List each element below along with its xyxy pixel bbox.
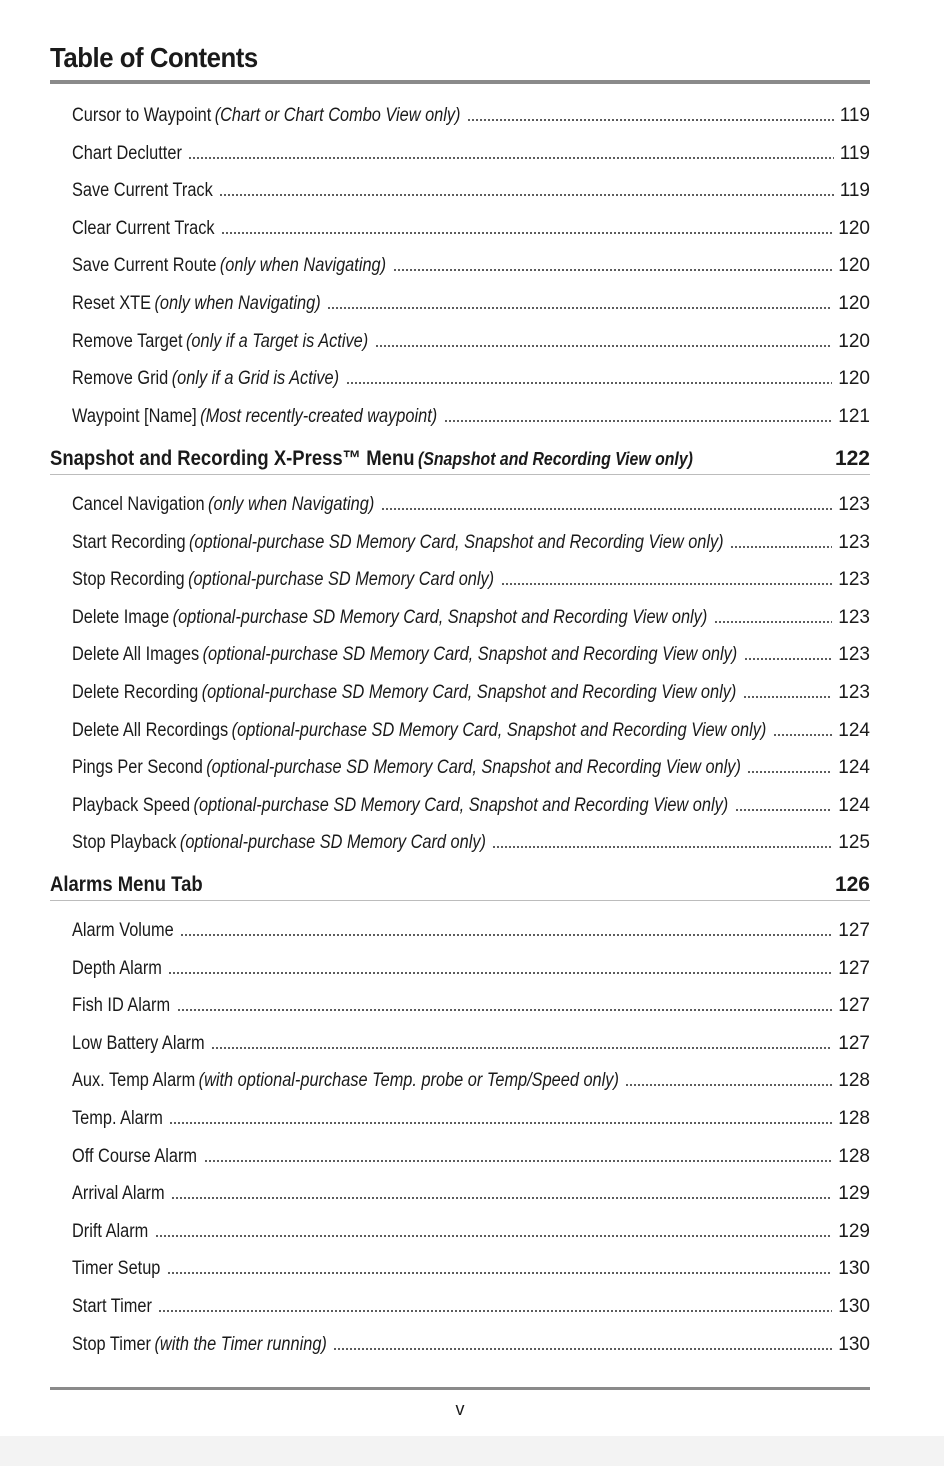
toc-entry-label-holder xyxy=(72,757,741,779)
toc-entry-label-holder xyxy=(72,1296,152,1318)
toc-entry-label-holder xyxy=(72,331,369,353)
toc-entry-label-holder xyxy=(72,406,438,428)
toc-entry-label-holder xyxy=(72,1183,165,1205)
toc-entry[interactable] xyxy=(72,289,870,315)
toc-entry-label-wrap xyxy=(72,958,162,980)
toc-entry[interactable] xyxy=(72,139,870,165)
title-divider xyxy=(50,80,870,84)
dot-leader xyxy=(444,419,832,423)
toc-entry[interactable] xyxy=(72,640,870,666)
toc-entry-label: Depth Alarm xyxy=(72,958,162,979)
toc-entry-label-wrap xyxy=(72,1108,163,1130)
toc-entry-label-holder xyxy=(72,832,486,854)
toc-entry-label-holder xyxy=(72,920,174,942)
toc-entry-label-wrap xyxy=(72,569,494,591)
toc-entry-label: Drift Alarm xyxy=(72,1221,149,1242)
toc-entry-label-wrap xyxy=(72,795,728,817)
toc-entry[interactable] xyxy=(72,603,870,629)
toc-entry-label: Fish ID Alarm xyxy=(72,995,171,1016)
dot-leader xyxy=(158,1309,832,1313)
toc-entry[interactable] xyxy=(72,716,870,742)
toc-entry-note: (optional-purchase SD Memory Card, Snapshot and Recording View only) xyxy=(201,682,737,703)
toc-entry-label-holder xyxy=(72,644,738,666)
toc-entry[interactable] xyxy=(72,828,870,854)
toc-entry-label-holder xyxy=(72,1033,205,1055)
toc-entry-note: (Chart or Chart Combo View only) xyxy=(214,105,461,126)
dot-leader xyxy=(168,971,832,975)
toc-entry-label-wrap xyxy=(72,1070,619,1092)
toc-entry-label-wrap xyxy=(72,218,215,240)
dot-leader xyxy=(180,933,832,937)
toc-entry-label-holder xyxy=(72,607,708,629)
toc-entry-label: Alarm Volume xyxy=(72,920,174,941)
toc-entry-label-holder xyxy=(72,958,162,980)
toc-entry-label: Remove Grid xyxy=(72,368,169,389)
toc-entry-label-wrap xyxy=(72,1221,148,1243)
toc-entry-label: Delete All Images xyxy=(72,644,200,665)
toc-entry-label-holder xyxy=(72,255,387,277)
toc-entry[interactable] xyxy=(72,916,870,942)
toc-entry[interactable] xyxy=(72,214,870,240)
page-number: v xyxy=(455,1399,465,1419)
section-heading[interactable] xyxy=(50,444,870,475)
toc-entry-label: Timer Setup xyxy=(72,1258,161,1279)
toc-entry[interactable] xyxy=(72,251,870,277)
toc-entry[interactable] xyxy=(72,364,870,390)
toc-entry-page: 123 xyxy=(838,644,870,665)
toc-entry-page: 127 xyxy=(838,995,870,1016)
toc-entry-label: Remove Target xyxy=(72,331,183,352)
toc-entry-label-wrap xyxy=(72,494,374,516)
toc-entry-page: 119 xyxy=(839,180,870,201)
toc-entry-label-wrap xyxy=(72,293,321,315)
toc-entry-note: (optional-purchase SD Memory Card, Snapshot and Recording View only) xyxy=(172,607,708,628)
toc-entry[interactable] xyxy=(72,1217,870,1243)
toc-entry-label: Cursor to Waypoint xyxy=(72,105,212,126)
dot-leader xyxy=(155,1234,832,1238)
toc-entry-label: Delete Recording xyxy=(72,682,199,703)
dot-leader xyxy=(744,657,832,661)
toc-entry-label-wrap xyxy=(72,1146,197,1168)
toc-entry[interactable] xyxy=(72,327,870,353)
toc-entry-page: 120 xyxy=(838,331,870,352)
toc-entry[interactable] xyxy=(72,791,870,817)
toc-entry-label: Stop Playback xyxy=(72,832,177,853)
toc-entry-label: Aux. Temp Alarm xyxy=(72,1070,196,1091)
toc-entry-note: (with the Timer running) xyxy=(154,1334,327,1355)
dot-leader xyxy=(501,582,832,586)
toc-entry-note: (only when Navigating) xyxy=(208,494,375,515)
toc-entry-label-holder xyxy=(72,218,215,240)
toc-entry-label-wrap xyxy=(72,757,741,779)
dot-leader xyxy=(714,620,832,624)
dot-leader xyxy=(177,1008,832,1012)
toc-entry-label-holder xyxy=(72,1108,163,1130)
toc-entry-page: 124 xyxy=(838,795,870,816)
toc-entry-page: 123 xyxy=(838,682,870,703)
toc-entry-page: 130 xyxy=(838,1296,870,1317)
toc-entry[interactable] xyxy=(72,1066,870,1092)
toc-entry-label-wrap xyxy=(72,607,707,629)
dot-leader xyxy=(346,381,832,385)
toc-entry-label: Playback Speed xyxy=(72,795,191,816)
toc-entry-page: 120 xyxy=(838,368,870,389)
toc-entry[interactable] xyxy=(72,1104,870,1130)
toc-entry[interactable] xyxy=(72,954,870,980)
toc-entry-label-wrap xyxy=(72,682,736,704)
toc-entry-label: Start Timer xyxy=(72,1296,152,1317)
toc-entry-page: 120 xyxy=(838,293,870,314)
toc-entry-page: 128 xyxy=(838,1108,870,1129)
toc-entry-page: 128 xyxy=(838,1146,870,1167)
toc-entry-label-holder xyxy=(72,143,182,165)
dot-leader xyxy=(393,268,832,272)
toc-entry-note: (only if a Target is Active) xyxy=(185,331,369,352)
toc-entry-page: 124 xyxy=(838,757,870,778)
toc-entry-note: (optional-purchase SD Memory Card, Snapshot and Recording View only) xyxy=(206,757,741,778)
toc-entry-note: (only when Navigating) xyxy=(219,255,387,276)
toc-entry[interactable] xyxy=(72,176,870,202)
toc-entry-note: (optional-purchase SD Memory Card only) xyxy=(179,832,486,853)
toc-entry[interactable] xyxy=(72,565,870,591)
toc-entry-page: 127 xyxy=(838,1033,870,1054)
toc-entry-label-wrap xyxy=(72,255,386,277)
dot-leader xyxy=(467,118,834,122)
section-heading-label: Alarms Menu Tab xyxy=(50,873,203,896)
toc-entry-label-wrap xyxy=(72,1183,165,1205)
dot-leader xyxy=(492,845,832,849)
toc-entry-label: Save Current Route xyxy=(72,255,217,276)
section-heading-page: 126 xyxy=(834,873,870,896)
toc-entry-label: Chart Declutter xyxy=(72,143,182,164)
dot-leader xyxy=(743,695,832,699)
toc-entry-label-holder xyxy=(72,293,321,315)
toc-entry-label-wrap xyxy=(72,995,170,1017)
toc-entry-note: (only if a Grid is Active) xyxy=(171,368,340,389)
toc-entry-label: Save Current Track xyxy=(72,180,213,201)
toc-entry[interactable] xyxy=(72,1029,870,1055)
toc-entry[interactable] xyxy=(72,1292,870,1318)
toc-entry-label: Reset XTE xyxy=(72,293,152,314)
toc-entry-label-holder xyxy=(72,1146,198,1168)
toc-entry-label: Delete Image xyxy=(72,607,170,628)
toc-entry-label-wrap xyxy=(72,143,182,165)
toc-entry-label-wrap xyxy=(72,180,213,202)
toc-entry[interactable] xyxy=(72,528,870,554)
toc-entry-label-wrap xyxy=(72,1033,205,1055)
toc-entry[interactable] xyxy=(72,101,870,127)
toc-entry-page: 120 xyxy=(838,218,870,239)
toc-entry-page: 123 xyxy=(838,607,870,628)
toc-entry-label-wrap xyxy=(72,1296,152,1318)
toc-entry-label: Clear Current Track xyxy=(72,218,215,239)
toc-entry-label-holder xyxy=(72,1070,619,1092)
toc-entry-note: (optional-purchase SD Memory Card, Snapshot and Recording View only) xyxy=(193,795,729,816)
toc-entry-label-holder xyxy=(72,532,724,554)
toc-entry-label-holder xyxy=(72,180,213,202)
dot-leader xyxy=(211,1046,832,1050)
toc-entry-label: Off Course Alarm xyxy=(72,1146,198,1167)
toc-entry[interactable] xyxy=(72,490,870,516)
toc-entry-page: 129 xyxy=(838,1221,870,1242)
dot-leader xyxy=(381,507,832,511)
toc-entry-label: Waypoint [Name] xyxy=(72,406,197,427)
section-heading-label-wrap xyxy=(50,447,693,474)
toc-entry[interactable] xyxy=(72,1142,870,1168)
toc-entry[interactable] xyxy=(72,1330,870,1356)
toc-entry[interactable] xyxy=(72,1254,870,1280)
toc-entry-label-wrap xyxy=(72,644,737,666)
toc-entry-label-wrap xyxy=(72,368,339,390)
toc-entry-label-wrap xyxy=(72,105,460,127)
page-bottom-band xyxy=(0,1436,944,1466)
dot-leader xyxy=(204,1159,832,1163)
toc-entry-page: 120 xyxy=(838,255,870,276)
toc-entry-label: Pings Per Second xyxy=(72,757,203,778)
section-heading-page: 122 xyxy=(834,447,870,470)
toc-entry-page: 127 xyxy=(838,920,870,941)
toc-entry-note: (Most recently-created waypoint) xyxy=(200,406,438,427)
dot-leader xyxy=(735,808,832,812)
dot-leader xyxy=(333,1347,832,1351)
toc-entry-label-holder xyxy=(72,995,171,1017)
dot-leader xyxy=(221,231,832,235)
toc-entry-label-wrap xyxy=(72,720,766,742)
dot-leader xyxy=(219,193,834,197)
dot-leader xyxy=(327,306,832,310)
toc-entry-page: 124 xyxy=(838,720,870,741)
toc-entry-label-wrap xyxy=(72,1258,160,1280)
page-title: Table of Contents xyxy=(50,42,258,73)
section-heading-label: Snapshot and Recording X-Press™ Menu xyxy=(50,447,415,470)
toc-entry-page: 119 xyxy=(839,143,870,164)
toc-entry-label: Arrival Alarm xyxy=(72,1183,165,1204)
toc-entry-label: Low Battery Alarm xyxy=(72,1033,205,1054)
toc-entry[interactable] xyxy=(72,991,870,1017)
dot-leader xyxy=(730,545,832,549)
toc-entry-page: 121 xyxy=(838,406,870,427)
toc-entry-page: 128 xyxy=(838,1070,870,1091)
toc-entry-page: 119 xyxy=(839,105,870,126)
toc-entry-label-holder xyxy=(72,720,767,742)
dot-leader xyxy=(747,770,832,774)
toc-entry-label: Stop Recording xyxy=(72,569,185,590)
toc-entry-label-holder xyxy=(72,569,495,591)
toc-entry-label: Delete All Recordings xyxy=(72,720,229,741)
toc-entry-note: (optional-purchase SD Memory Card only) xyxy=(188,569,495,590)
toc-entry-label-wrap xyxy=(72,406,437,428)
section-heading-label-wrap xyxy=(50,873,203,900)
toc-entry-page: 130 xyxy=(838,1334,870,1355)
dot-leader xyxy=(171,1196,832,1200)
toc-entry-label-wrap xyxy=(72,1334,327,1356)
toc-entry-note: (optional-purchase SD Memory Card, Snapshot and Recording View only) xyxy=(202,644,738,665)
dot-leader xyxy=(773,733,832,737)
toc-entry-page: 130 xyxy=(838,1258,870,1279)
toc-entry-label-wrap xyxy=(72,331,368,353)
toc-entry-note: (optional-purchase SD Memory Card, Snapshot and Recording View only) xyxy=(188,532,724,553)
toc-entry-label-holder xyxy=(72,494,375,516)
toc-entry-label: Cancel Navigation xyxy=(72,494,205,515)
toc-entry[interactable] xyxy=(72,402,870,428)
toc-entry-page: 123 xyxy=(838,494,870,515)
toc-entry[interactable] xyxy=(72,1179,870,1205)
toc-entry-label-holder xyxy=(72,1334,327,1356)
toc-entry-page: 123 xyxy=(838,569,870,590)
dot-leader xyxy=(375,344,832,348)
toc-entry[interactable] xyxy=(72,753,870,779)
toc-entry-note: (optional-purchase SD Memory Card, Snapshot and Recording View only) xyxy=(231,720,767,741)
toc-entry-label-holder xyxy=(72,368,340,390)
toc-entry-label-holder xyxy=(72,105,461,127)
section-heading-note: (Snapshot and Recording View only) xyxy=(418,449,693,469)
toc-entry-label: Temp. Alarm xyxy=(72,1108,163,1129)
toc-entry-page: 125 xyxy=(838,832,870,853)
toc-entry[interactable] xyxy=(72,678,870,704)
toc-entry-label: Stop Timer xyxy=(72,1334,152,1355)
toc-entry-label-wrap xyxy=(72,920,174,942)
toc-entry-page: 123 xyxy=(838,532,870,553)
toc-entry-note: (only when Navigating) xyxy=(154,293,321,314)
toc-entry-label-wrap xyxy=(72,832,486,854)
footer-divider xyxy=(50,1387,870,1390)
toc-entry-label: Start Recording xyxy=(72,532,186,553)
toc-entry-label-holder xyxy=(72,682,737,704)
section-heading[interactable] xyxy=(50,870,870,901)
dot-leader xyxy=(625,1083,832,1087)
toc-entry-label-holder xyxy=(72,1221,149,1243)
dot-leader xyxy=(169,1121,832,1125)
dot-leader xyxy=(167,1271,832,1275)
dot-leader xyxy=(188,156,834,160)
toc-entry-label-wrap xyxy=(72,532,724,554)
toc-entry-label-holder xyxy=(72,795,729,817)
toc-entry-page: 127 xyxy=(838,958,870,979)
toc-entry-label-holder xyxy=(72,1258,161,1280)
toc-entry-page: 129 xyxy=(838,1183,870,1204)
toc-entry-note: (with optional-purchase Temp. probe or Temp/Speed only) xyxy=(198,1070,619,1091)
